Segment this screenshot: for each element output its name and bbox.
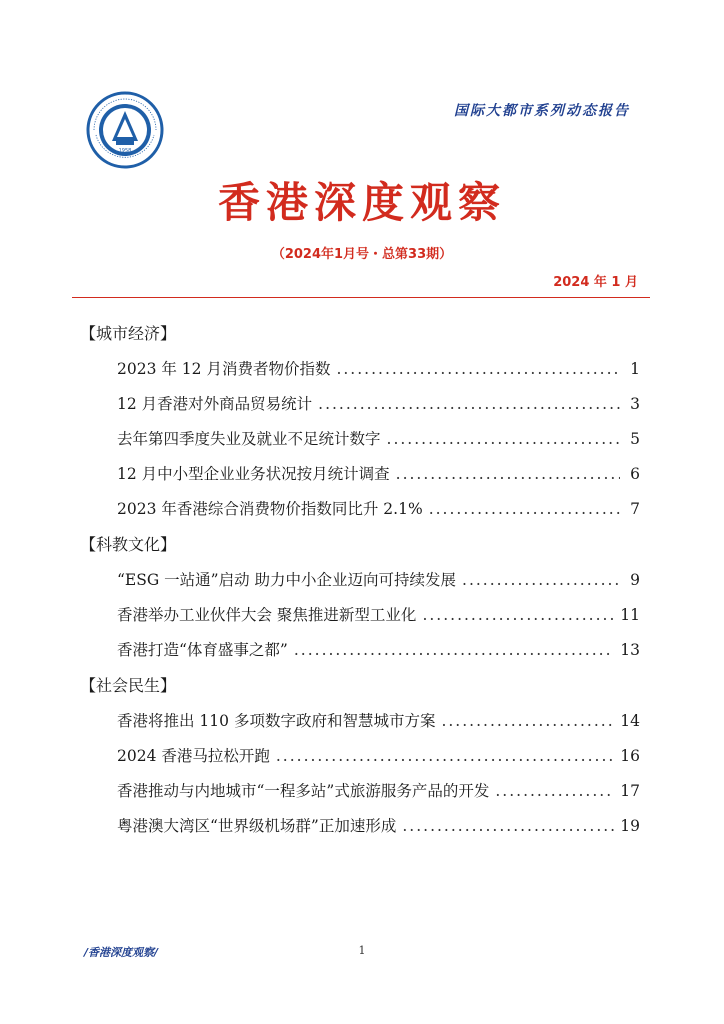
section-heading-society: 【社会民生】 — [80, 676, 177, 695]
toc-entry[interactable] — [80, 774, 640, 809]
leader-dots — [462, 563, 620, 598]
toc-entry-page: 11 — [620, 606, 640, 624]
toc-entry-page: 14 — [620, 712, 640, 730]
toc-entry[interactable] — [80, 387, 640, 422]
svg-text:1958: 1958 — [118, 148, 132, 154]
toc-entry-page: 19 — [620, 817, 640, 835]
toc-entry-page: 3 — [630, 395, 640, 413]
toc-entry[interactable] — [80, 352, 640, 387]
leader-dots — [396, 457, 620, 492]
section-heading-city-economy: 【城市经济】 — [80, 324, 177, 343]
toc-entry-title: 2023 年 12 月消费者物价指数 — [117, 360, 331, 378]
toc-entry[interactable] — [80, 422, 640, 457]
toc-entry-page: 13 — [620, 641, 640, 659]
toc-entry-title: “ESG 一站通”启动 助力中小企业迈向可持续发展 — [117, 571, 457, 589]
toc-entry-title: 香港推动与内地城市“一程多站”式旅游服务产品的开发 — [117, 782, 490, 800]
toc-entry-page: 9 — [630, 571, 640, 589]
leader-dots — [495, 774, 614, 809]
toc-entry-page: 6 — [630, 465, 640, 483]
leader-dots — [402, 809, 614, 844]
section-heading-science-culture: 【科教文化】 — [80, 535, 177, 554]
leader-dots — [387, 422, 620, 457]
leader-dots — [276, 739, 614, 774]
toc-entry[interactable] — [80, 633, 640, 668]
toc-entry[interactable] — [80, 563, 640, 598]
leader-dots — [441, 704, 614, 739]
series-title: 国际大都市系列动态报告 — [454, 103, 630, 119]
toc-entry[interactable] — [80, 739, 640, 774]
toc-entry-title: 粤港澳大湾区“世界级机场群”正加速形成 — [117, 817, 397, 835]
toc-entry-title: 香港打造“体育盛事之都” — [117, 641, 288, 659]
toc-entry-title: 去年第四季度失业及就业不足统计数字 — [117, 430, 381, 448]
toc-entry-title: 2023 年香港综合消费物价指数同比升 2.1% — [117, 500, 423, 518]
toc-entry[interactable] — [80, 492, 640, 527]
toc-entry-title: 香港举办工业伙伴大会 聚焦推进新型工业化 — [117, 606, 417, 624]
table-of-contents — [80, 316, 640, 844]
footer-page-number: 1 — [358, 944, 366, 957]
toc-entry-page: 5 — [630, 430, 640, 448]
academy-logo — [86, 91, 164, 169]
toc-entry-page: 17 — [620, 782, 640, 800]
header-divider — [72, 297, 650, 298]
toc-entry[interactable] — [80, 809, 640, 844]
leader-dots — [294, 633, 614, 668]
toc-entry[interactable] — [80, 598, 640, 633]
issue-number: （2024年1月号・总第33期） — [271, 247, 453, 262]
toc-entry-title: 12 月香港对外商品贸易统计 — [117, 395, 313, 413]
toc-entry-title: 香港将推出 110 多项数字政府和智慧城市方案 — [117, 712, 436, 730]
toc-entry-page: 7 — [630, 500, 640, 518]
toc-entry-title: 2024 香港马拉松开跑 — [117, 747, 270, 765]
leader-dots — [336, 352, 620, 387]
leader-dots — [429, 492, 620, 527]
leader-dots — [318, 387, 620, 422]
toc-entry-title: 12 月中小型企业业务状况按月统计调查 — [117, 465, 390, 483]
toc-entry[interactable] — [80, 704, 640, 739]
publication-date: 2024 年 1 月 — [553, 275, 638, 290]
toc-entry-page: 1 — [630, 360, 640, 378]
publication-title: 香港深度观察 — [217, 178, 506, 227]
toc-entry[interactable] — [80, 457, 640, 492]
footer-publication-name: /香港深度观察/ — [84, 946, 159, 959]
toc-entry-page: 16 — [620, 747, 640, 765]
leader-dots — [422, 598, 614, 633]
